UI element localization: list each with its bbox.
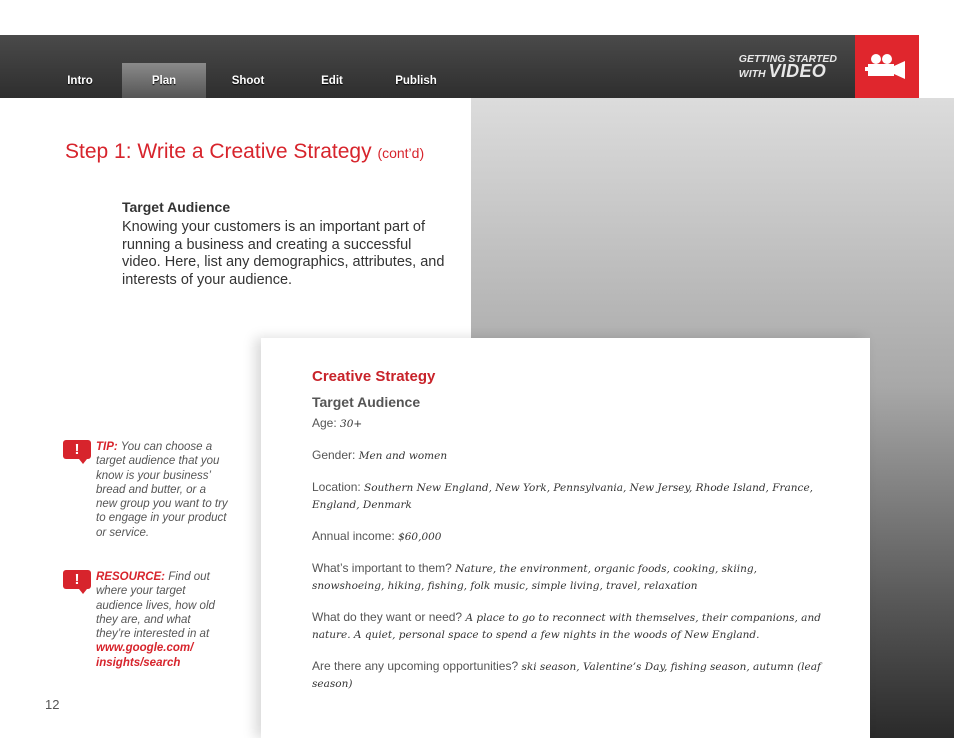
header-bar [0,35,919,98]
field-label: What’s important to them? [312,561,452,575]
resource-link[interactable]: www.google.com/ insights/search [96,642,194,669]
step-title-suffix: (cont’d) [377,145,425,161]
intro-section [122,199,452,289]
field-age [312,415,832,432]
field-value: ski season, Valentine’s Day, fishing season, autumn (leaf season) [312,661,821,690]
intro-text: Knowing your customers is an important part of running a business and creating a successful video. Here, list any demographics, attributes, and interests of your audience. [122,219,445,288]
brand-video: VIDEO [768,61,827,81]
field-important [312,560,832,594]
exclamation-icon: ! [63,440,91,459]
field-income [312,528,832,545]
tab-publish[interactable]: Publish [395,74,437,87]
field-label: Annual income: [312,529,395,543]
brand-line2 [738,61,837,81]
tip-label: TIP: [96,441,118,453]
creative-strategy-card [261,338,870,738]
tab-intro[interactable]: Intro [67,74,93,87]
page-number: 12 [45,697,60,712]
brand-with: WITH [738,68,766,80]
exclamation-icon: ! [63,570,91,589]
main-nav [38,63,458,98]
field-value: Men and women [358,450,448,462]
brand-title [739,53,837,80]
intro-heading: Target Audience [122,199,231,215]
field-opportunities [312,658,832,692]
video-camera-icon [865,52,909,82]
tip-text [96,440,228,540]
field-label: Are there any upcoming opportunities? [312,659,519,673]
tab-shoot[interactable]: Shoot [231,74,265,87]
card-content [312,368,832,707]
resource-callout [63,570,228,670]
tip-callout [63,440,228,540]
field-label: Gender: [312,448,356,462]
resource-label: RESOURCE: [96,571,166,583]
field-value: A place to go to reconnect with themselves, their companions, and nature. A quiet, personal space to spend a few nights in the woods of New England. [312,612,821,641]
tab-plan[interactable]: Plan [122,63,206,98]
card-title: Creative Strategy [312,368,436,385]
field-label: Age: [312,416,337,430]
brand-line1: GETTING STARTED [738,53,837,65]
field-label: What do they want or need? [312,610,463,624]
field-value: Nature, the environment, organic foods, cooking, skiing, snowshoeing, hiking, fishing, folk music, simple living, travel, relaxation [312,563,757,592]
tab-edit[interactable]: Edit [321,74,343,87]
resource-text [96,570,228,670]
field-label: Location: [312,480,361,494]
card-subtitle: Target Audience [312,394,421,410]
field-value: 30+ [340,418,363,430]
field-wants [312,609,832,643]
field-location [312,479,832,513]
tip-body: You can choose a target audience that you know is your business’ bread and butter, or a new group you want to try to engage in your product or service. [96,441,228,539]
page-title [65,140,424,164]
field-gender [312,447,832,464]
resource-body: Find out where your target audience lives, how old they are, and what they’re interested in at [96,571,215,641]
field-value: $60,000 [398,531,442,543]
step-title-text: Step 1: Write a Creative Strategy [65,140,372,163]
field-value: Southern New England, New York, Pennsylvania, New Jersey, Rhode Island, France, England, Denmark [312,482,813,511]
logo [855,35,919,98]
